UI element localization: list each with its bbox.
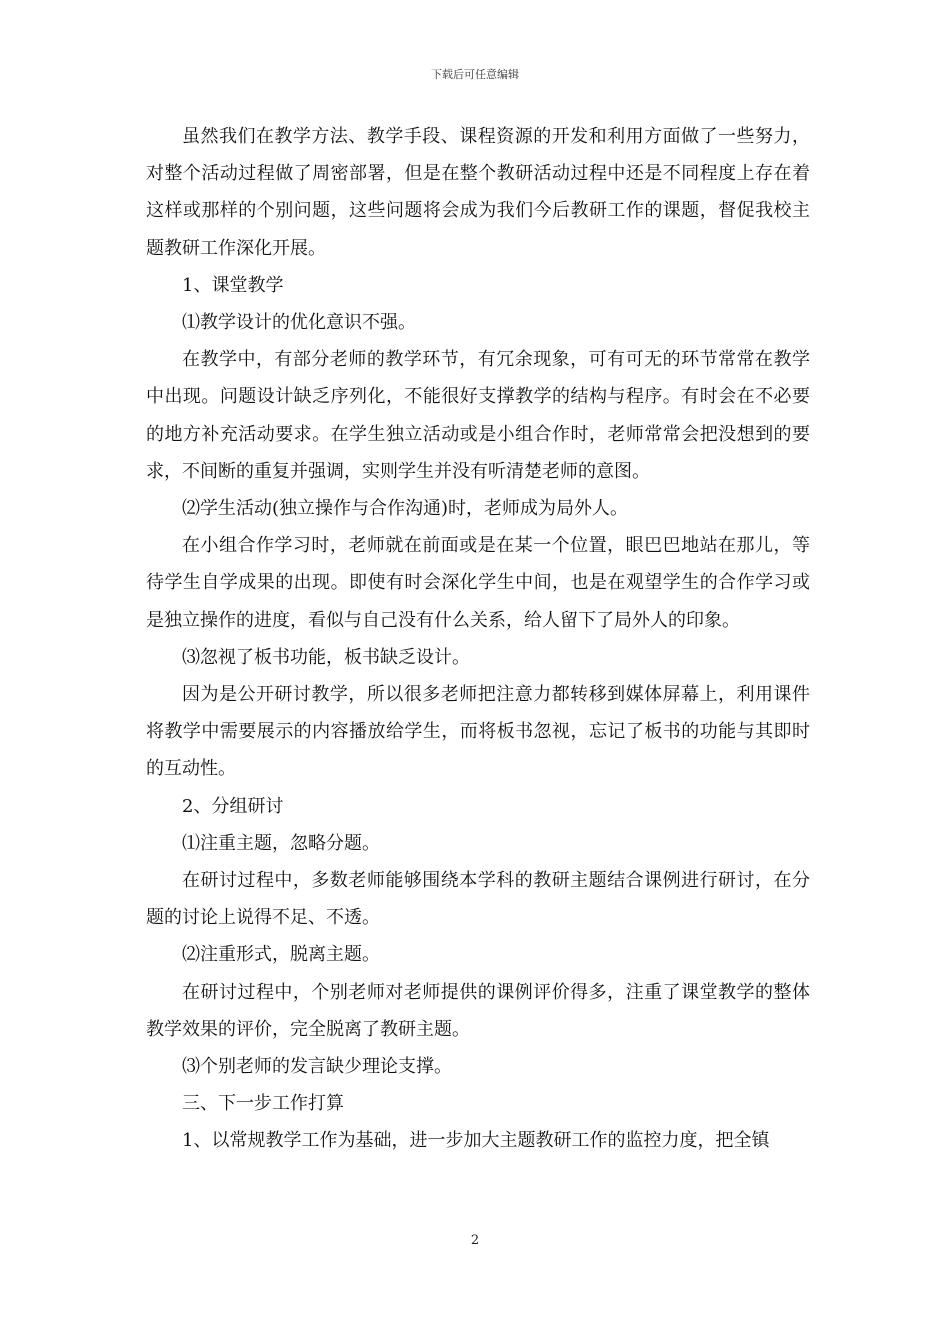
subheading-theme-focus: ⑴注重主题，忽略分题。 [182, 832, 380, 854]
paragraph-theme-focus: 在研讨过程中，多数老师能够围绕本学科的教研主题结合课例进行研讨，在分题的讨论上说得不足、不透。 [146, 870, 810, 929]
subheading-theory-support: ⑶个别老师的发言缺少理论支撑。 [182, 1056, 452, 1078]
paragraph-form-focus: 在研讨过程中，个别老师对老师提供的课例评价得多，注重了课堂教学的整体教学效果的评价，完全脱离了教研主题。 [146, 981, 810, 1040]
paragraph-student-activity: 在小组合作学习时，老师就在前面或是在某一个位置，眼巴巴地站在那儿，等待学生自学成果的出现。即使有时会深化学生中间，也是在观望学生的合作学习或是独立操作的进度，看似与自己没有什么关系，给人留下了局外人的印象。 [146, 535, 810, 631]
page-number: 2 [470, 1233, 480, 1248]
subheading-design-optimization: ⑴教学设计的优化意识不强。 [182, 312, 416, 334]
subheading-form-focus: ⑵注重形式，脱离主题。 [182, 944, 380, 966]
section-heading-group-discussion: 2、分组研讨 [182, 795, 284, 817]
section-heading-next-steps: 三、下一步工作打算 [182, 1093, 344, 1115]
section-heading-classroom-teaching: 1、课堂教学 [182, 274, 284, 296]
paragraph-blackboard: 因为是公开研讨教学，所以很多老师把注意力都转移到媒体屏幕上，利用课件将教学中需要展示的内容播放给学生，而将板书忽视，忘记了板书的功能与其即时的互动性。 [146, 684, 810, 780]
document-body [146, 118, 810, 1160]
page-header: 下载后可任意编辑 [431, 68, 519, 81]
paragraph-next-steps-1: 1、以常规教学工作为基础，进一步加大主题教研工作的监控力度，把全镇 [182, 1130, 770, 1152]
subheading-student-activity: ⑵学生活动(独立操作与合作沟通)时，老师成为局外人。 [182, 498, 629, 520]
paragraph-intro: 虽然我们在教学方法、教学手段、课程资源的开发和利用方面做了一些努力，对整个活动过程做了周密部署，但是在整个教研活动过程中还是不同程度上存在着这样或那样的个别问题，这些问题将会成为我们今后教研工作的课题，督促我校主题教研工作深化开展。 [146, 126, 810, 259]
subheading-blackboard: ⑶忽视了板书功能，板书缺乏设计。 [182, 646, 470, 668]
paragraph-design-optimization: 在教学中，有部分老师的教学环节，有冗余现象，可有可无的环节常常在教学中出现。问题设计缺乏序列化，不能很好支撑教学的结构与程序。有时会在不必要的地方补充活动要求。在学生独立活动或是小组合作时，老师常常会把没想到的要求，不间断的重复并强调，实则学生并没有听清楚老师的意图。 [146, 349, 810, 482]
